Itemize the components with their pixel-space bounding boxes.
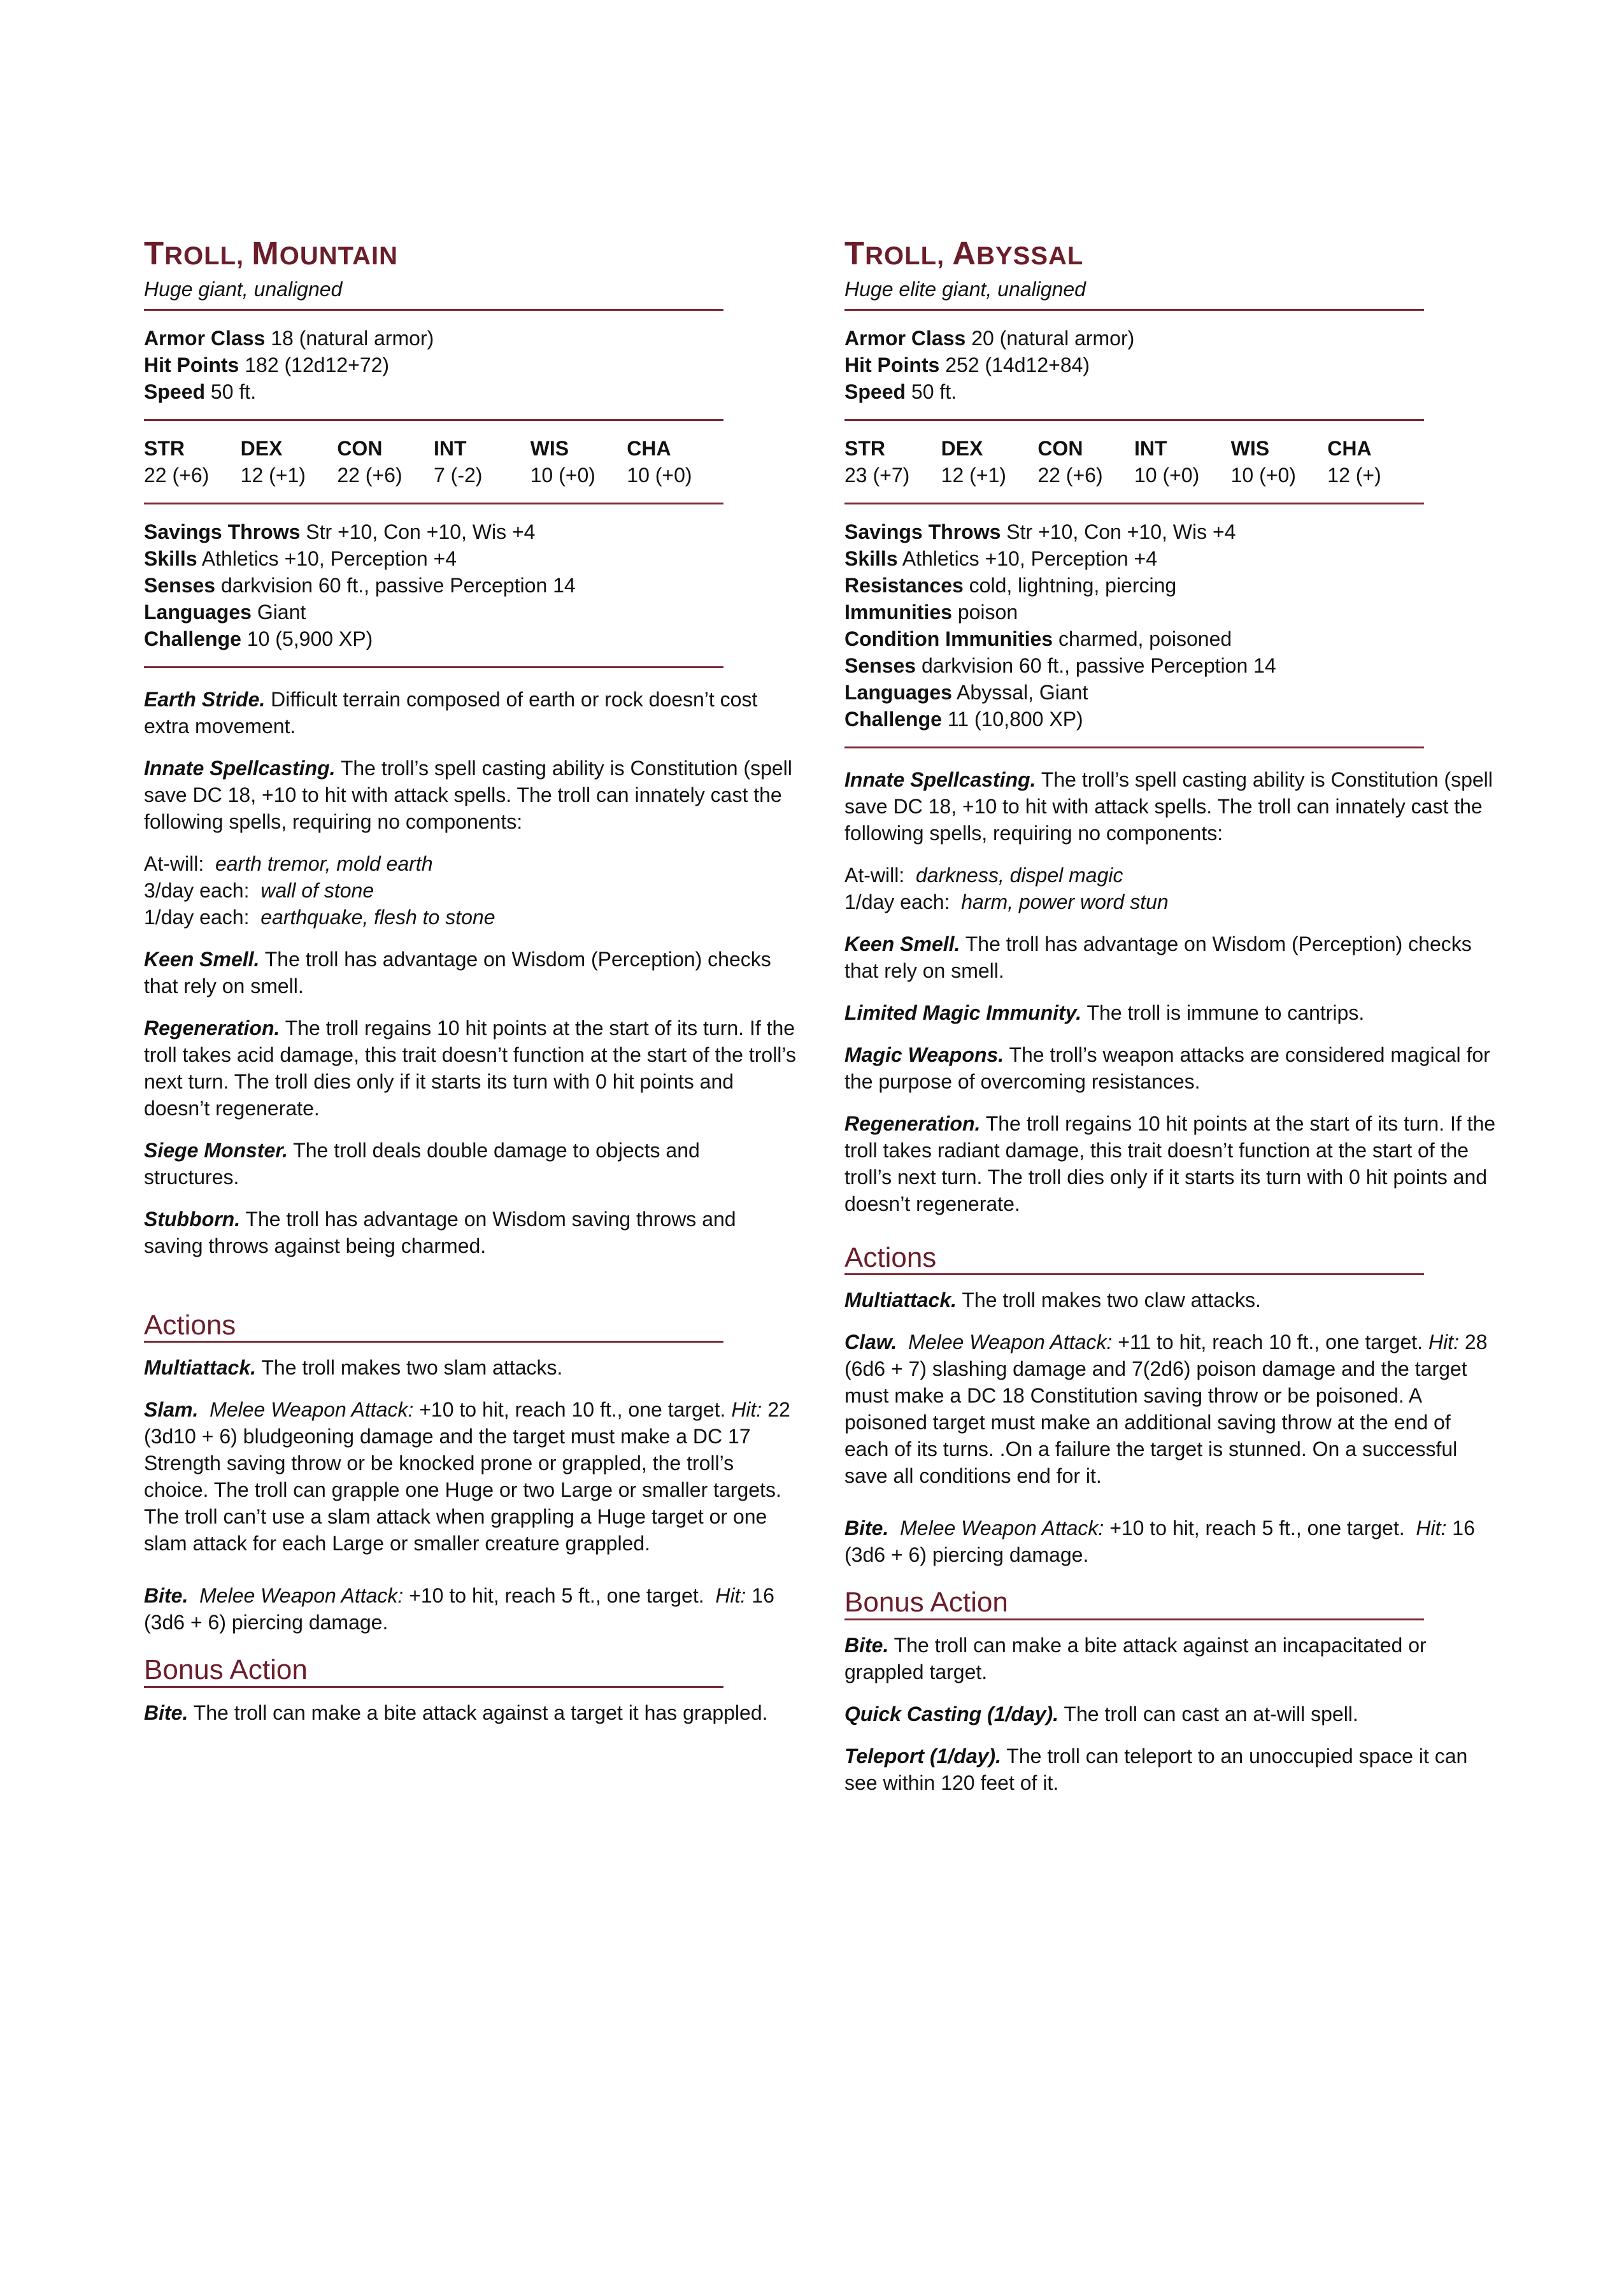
- ability-header: CON: [337, 437, 383, 461]
- trait: [144, 686, 799, 739]
- action-text: The troll makes two slam attacks.: [256, 1356, 563, 1380]
- trait: [844, 931, 1499, 984]
- action-title: Bite.: [844, 1517, 889, 1540]
- divider: [844, 309, 1424, 311]
- label: Skills: [144, 547, 197, 571]
- value: Abyssal, Giant: [951, 681, 1088, 704]
- trait-title: Innate Spellcasting.: [144, 757, 336, 780]
- name-part: M: [252, 235, 280, 271]
- action-title: Teleport (1/day).: [844, 1744, 1001, 1768]
- action-text: The troll can cast an at-will spell.: [1058, 1702, 1358, 1725]
- action-title: Multiattack.: [144, 1356, 257, 1380]
- trait-text: The troll’s spell casting ability is Constitution (spell save DC 18, +10 to hit with attack spells. The troll can innately cast the following spells, requiring no components:: [144, 757, 792, 834]
- property: [844, 599, 1499, 625]
- trait-text: Difficult terrain composed of earth or rock doesn’t cost extra movement.: [144, 688, 758, 738]
- ability-value: 10 (+0): [1230, 464, 1296, 487]
- armor-class: [144, 325, 799, 352]
- value: darkvision 60 ft., passive Perception 14: [916, 654, 1276, 678]
- property: [844, 706, 1499, 732]
- value: 20 (natural armor): [965, 327, 1135, 350]
- bonus-action-heading: Bonus Action: [844, 1587, 1424, 1620]
- creature-meta: Huge elite giant, unaligned: [844, 278, 1086, 301]
- properties: [144, 512, 799, 659]
- value: 11 (10,800 XP): [941, 708, 1083, 731]
- trait: [844, 766, 1499, 846]
- ability-scores: [144, 429, 799, 495]
- spell-frequency: 1/day each:: [144, 906, 250, 929]
- trait-text: The troll regains 10 hit points at the start of its turn. If the troll takes radiant damage, this trait doesn’t function at the start of the troll’s next turn. The troll dies only if it starts its turn with 0 hit points and doesn’t regenerate.: [844, 1112, 1496, 1216]
- ability-value: 12 (+1): [240, 464, 306, 487]
- action-title: Multiattack.: [844, 1289, 957, 1312]
- attack-type: Melee Weapon Attack:: [210, 1398, 414, 1422]
- property: [144, 599, 799, 625]
- value: 18 (natural armor): [265, 327, 434, 350]
- creature-name: [844, 236, 1499, 271]
- spell-names: earthquake, flesh to stone: [260, 906, 495, 929]
- action-title: Claw.: [844, 1331, 897, 1354]
- ability-header: CHA: [1327, 437, 1372, 461]
- trait: [144, 946, 799, 999]
- properties: [844, 512, 1499, 739]
- property: [844, 652, 1499, 679]
- ability-header: DEX: [240, 437, 283, 461]
- trait-title: Stubborn.: [144, 1208, 241, 1231]
- trait: [144, 755, 799, 835]
- ability-scores: [844, 429, 1499, 495]
- name-part: A: [952, 235, 977, 271]
- property: [844, 625, 1499, 652]
- label: Savings Throws: [844, 520, 1001, 544]
- value: 252 (14d12+84): [939, 354, 1090, 377]
- value: darkvision 60 ft., passive Perception 14: [215, 574, 576, 597]
- label: Hit Points: [144, 354, 239, 377]
- action: [844, 1515, 1499, 1568]
- action: [844, 1287, 1499, 1313]
- ability-value: 12 (+): [1327, 464, 1381, 487]
- action: [144, 1354, 799, 1381]
- name-part: T: [844, 235, 865, 271]
- divider: [844, 746, 1424, 748]
- action-title: Bite.: [144, 1584, 189, 1608]
- ability-value: 22 (+6): [1037, 464, 1103, 487]
- attack-type: Melee Weapon Attack:: [908, 1331, 1113, 1354]
- trait: [144, 1206, 799, 1259]
- spell-names: darkness, dispel magic: [916, 864, 1123, 887]
- trait-title: Innate Spellcasting.: [844, 768, 1036, 792]
- spell-names: earth tremor, mold earth: [215, 852, 433, 876]
- label: Armor Class: [844, 327, 966, 350]
- action-text: 16 (3d6 + 6) piercing damage.: [844, 1517, 1475, 1567]
- attack-type: Melee Weapon Attack:: [900, 1517, 1104, 1540]
- trait-title: Earth Stride.: [144, 688, 266, 711]
- trait-text: The troll regains 10 hit points at the start of its turn. If the troll takes acid damage, this trait doesn’t function at the start of the troll’s next turn. The troll dies only if it starts its turn with 0 hit points and doesn’t regenerate.: [144, 1017, 796, 1120]
- label: Resistances: [844, 574, 964, 597]
- trait-text: The troll has advantage on Wisdom (Perception) checks that rely on smell.: [144, 948, 771, 998]
- label: Skills: [844, 547, 898, 571]
- ability-value: 10 (+0): [627, 464, 692, 487]
- ability-header: INT: [433, 437, 467, 461]
- action-title: Quick Casting (1/day).: [844, 1702, 1059, 1725]
- ability-header: STR: [144, 437, 185, 461]
- ability-value: 22 (+6): [337, 464, 402, 487]
- label: Senses: [144, 574, 216, 597]
- ability-header: CHA: [627, 437, 671, 461]
- spell-row: [144, 877, 799, 904]
- action-text: The troll can teleport to an unoccupied space it can see within 120 feet of it.: [844, 1744, 1468, 1794]
- value: poison: [951, 601, 1018, 624]
- action-title: Bite.: [144, 1701, 189, 1724]
- ability-header: STR: [844, 437, 885, 461]
- action-text: The troll can make a bite attack against a target it has grappled.: [188, 1701, 768, 1724]
- spell-names: harm, power word stun: [961, 890, 1169, 914]
- trait-text: The troll’s spell casting ability is Constitution (spell save DC 18, +10 to hit with attack spells. The troll can innately cast the following spells, requiring no components:: [844, 768, 1493, 845]
- label: Immunities: [844, 601, 952, 624]
- trait: [844, 1041, 1499, 1095]
- ability-header: INT: [1134, 437, 1167, 461]
- attack-detail: +11 to hit, reach 10 ft., one target.: [1112, 1331, 1423, 1354]
- trait-text: The troll has advantage on Wisdom (Perception) checks that rely on smell.: [844, 932, 1472, 983]
- attack-detail: +10 to hit, reach 5 ft., one target.: [1104, 1517, 1405, 1540]
- trait: [144, 1015, 799, 1122]
- bonus-action-heading: Bonus Action: [144, 1655, 723, 1687]
- trait: [844, 1110, 1499, 1217]
- ability-table: [144, 435, 723, 489]
- label: Condition Immunities: [844, 627, 1053, 651]
- action-title: Bite.: [844, 1633, 889, 1657]
- name-part: BYSSAL: [976, 242, 1084, 270]
- speed: [144, 378, 799, 405]
- action-title: Slam.: [144, 1398, 199, 1422]
- hit-label: Hit:: [715, 1584, 746, 1608]
- value: cold, lightning, piercing: [963, 574, 1177, 597]
- attack-detail: +10 to hit, reach 5 ft., one target.: [403, 1584, 704, 1608]
- label: Challenge: [144, 627, 241, 651]
- bonus-action: [844, 1701, 1499, 1727]
- spell-frequency: 1/day each:: [844, 890, 950, 914]
- trait-title: Regeneration.: [844, 1112, 981, 1136]
- spell-frequency: At-will:: [144, 852, 204, 876]
- value: 10 (5,900 XP): [241, 627, 373, 651]
- property: [144, 572, 799, 599]
- ability-header: DEX: [941, 437, 983, 461]
- label: Challenge: [844, 708, 942, 731]
- property: [844, 545, 1499, 572]
- trait: [144, 1137, 799, 1190]
- trait-title: Keen Smell.: [144, 948, 260, 971]
- value: 182 (12d12+72): [239, 354, 390, 377]
- action: [144, 1396, 799, 1557]
- value: Athletics +10, Perception +4: [897, 547, 1157, 571]
- value: Str +10, Con +10, Wis +4: [1001, 520, 1236, 544]
- action: [844, 1329, 1499, 1489]
- trait-title: Keen Smell.: [844, 932, 960, 956]
- action-text: The troll can make a bite attack against an incapacitated or grappled target.: [844, 1633, 1427, 1683]
- value: 50 ft.: [205, 380, 257, 404]
- creature-meta: Huge giant, unaligned: [144, 278, 343, 301]
- ability-value: 12 (+1): [941, 464, 1006, 487]
- name-part: ROLL,: [164, 242, 252, 270]
- spell-list: [144, 850, 799, 931]
- divider: [144, 309, 723, 311]
- ability-header: WIS: [1230, 437, 1270, 461]
- spell-frequency: At-will:: [844, 864, 905, 887]
- action-text: 28 (6d6 + 7) slashing damage and 7(2d6) poison damage and the target must make a DC 18 Constitution saving throw or be poisoned. A poisoned target must make an additional saving throw at the end of each of its turns. .On a failure the target is stunned. On a successful save all conditions end for it.: [844, 1331, 1488, 1488]
- name-part: ROLL,: [865, 242, 953, 270]
- label: Languages: [844, 681, 952, 704]
- action-text: 16 (3d6 + 6) piercing damage.: [144, 1584, 774, 1634]
- divider: [844, 419, 1424, 421]
- trait-text: The troll’s weapon attacks are considered magical for the purpose of overcoming resistances.: [844, 1043, 1490, 1094]
- trait-title: Limited Magic Immunity.: [844, 1001, 1082, 1025]
- statblock-troll-abyssal: [844, 236, 1499, 1811]
- actions-heading: Actions: [844, 1243, 1424, 1275]
- property: [144, 625, 799, 652]
- spell-frequency: 3/day each:: [144, 879, 250, 903]
- trait: [844, 999, 1499, 1026]
- speed: [844, 378, 1499, 405]
- value: Giant: [251, 601, 306, 624]
- property: [844, 518, 1499, 545]
- property: [144, 518, 799, 545]
- armor-class: [844, 325, 1499, 352]
- action: [144, 1582, 799, 1636]
- label: Senses: [844, 654, 916, 678]
- hit-label: Hit:: [1428, 1331, 1459, 1354]
- ability-value: 10 (+0): [530, 464, 595, 487]
- value: 50 ft.: [906, 380, 957, 404]
- ability-header: WIS: [530, 437, 569, 461]
- name-part: OUNTAIN: [279, 242, 398, 270]
- hit-label: Hit:: [731, 1398, 762, 1422]
- divider: [144, 419, 723, 421]
- core-stats: [844, 318, 1499, 411]
- trait-title: Siege Monster.: [144, 1139, 288, 1162]
- creature-name: [144, 236, 799, 271]
- spell-list: [844, 862, 1499, 915]
- hit-points: [144, 352, 799, 378]
- trait-title: Regeneration.: [144, 1017, 280, 1040]
- label: Languages: [144, 601, 252, 624]
- spell-row: [144, 850, 799, 877]
- label: Armor Class: [144, 327, 266, 350]
- ability-value: 10 (+0): [1134, 464, 1200, 487]
- ability-value: 23 (+7): [844, 464, 910, 487]
- hit-points: [844, 352, 1499, 378]
- divider: [144, 503, 723, 504]
- trait-title: Magic Weapons.: [844, 1043, 1004, 1067]
- trait-text: The troll is immune to cantrips.: [1081, 1001, 1365, 1025]
- spell-names: wall of stone: [260, 879, 374, 903]
- value: Athletics +10, Perception +4: [197, 547, 457, 571]
- ability-value: 7 (-2): [433, 464, 483, 487]
- property: [844, 679, 1499, 706]
- divider: [144, 666, 723, 668]
- label: Savings Throws: [144, 520, 301, 544]
- property: [844, 572, 1499, 599]
- value: Str +10, Con +10, Wis +4: [300, 520, 536, 544]
- hit-label: Hit:: [1416, 1517, 1447, 1540]
- action-text: 22 (3d10 + 6) bludgeoning damage and the target must make a DC 17 Strength saving throw or be knocked prone or grappled, the troll’s choice. The troll can grapple one Huge or two Large or smaller targets. The troll can’t use a slam attack when grappling a Huge target or one slam attack for each Large or smaller creature grappled.: [144, 1398, 790, 1555]
- divider: [844, 503, 1424, 504]
- bonus-action: [844, 1632, 1499, 1685]
- spell-row: [144, 904, 799, 931]
- trait-text: The troll deals double damage to objects and structures.: [144, 1139, 700, 1189]
- ability-table: [844, 435, 1424, 489]
- ability-value: 22 (+6): [144, 464, 210, 487]
- actions-heading: Actions: [144, 1310, 723, 1343]
- attack-type: Melee Weapon Attack:: [199, 1584, 404, 1608]
- value: charmed, poisoned: [1053, 627, 1232, 651]
- bonus-action: [144, 1699, 799, 1726]
- label: Speed: [844, 380, 906, 404]
- action-text: The troll makes two claw attacks.: [957, 1289, 1261, 1312]
- label: Speed: [144, 380, 206, 404]
- attack-detail: +10 to hit, reach 10 ft., one target.: [413, 1398, 726, 1422]
- spell-row: [844, 862, 1499, 889]
- trait-text: The troll has advantage on Wisdom saving throws and saving throws against being charmed.: [144, 1208, 736, 1258]
- name-part: T: [144, 235, 165, 271]
- property: [144, 545, 799, 572]
- bonus-action: [844, 1743, 1499, 1796]
- statblock-troll-mountain: [144, 236, 799, 1741]
- core-stats: [144, 318, 799, 411]
- spell-row: [844, 889, 1499, 915]
- label: Hit Points: [844, 354, 940, 377]
- ability-header: CON: [1037, 437, 1083, 461]
